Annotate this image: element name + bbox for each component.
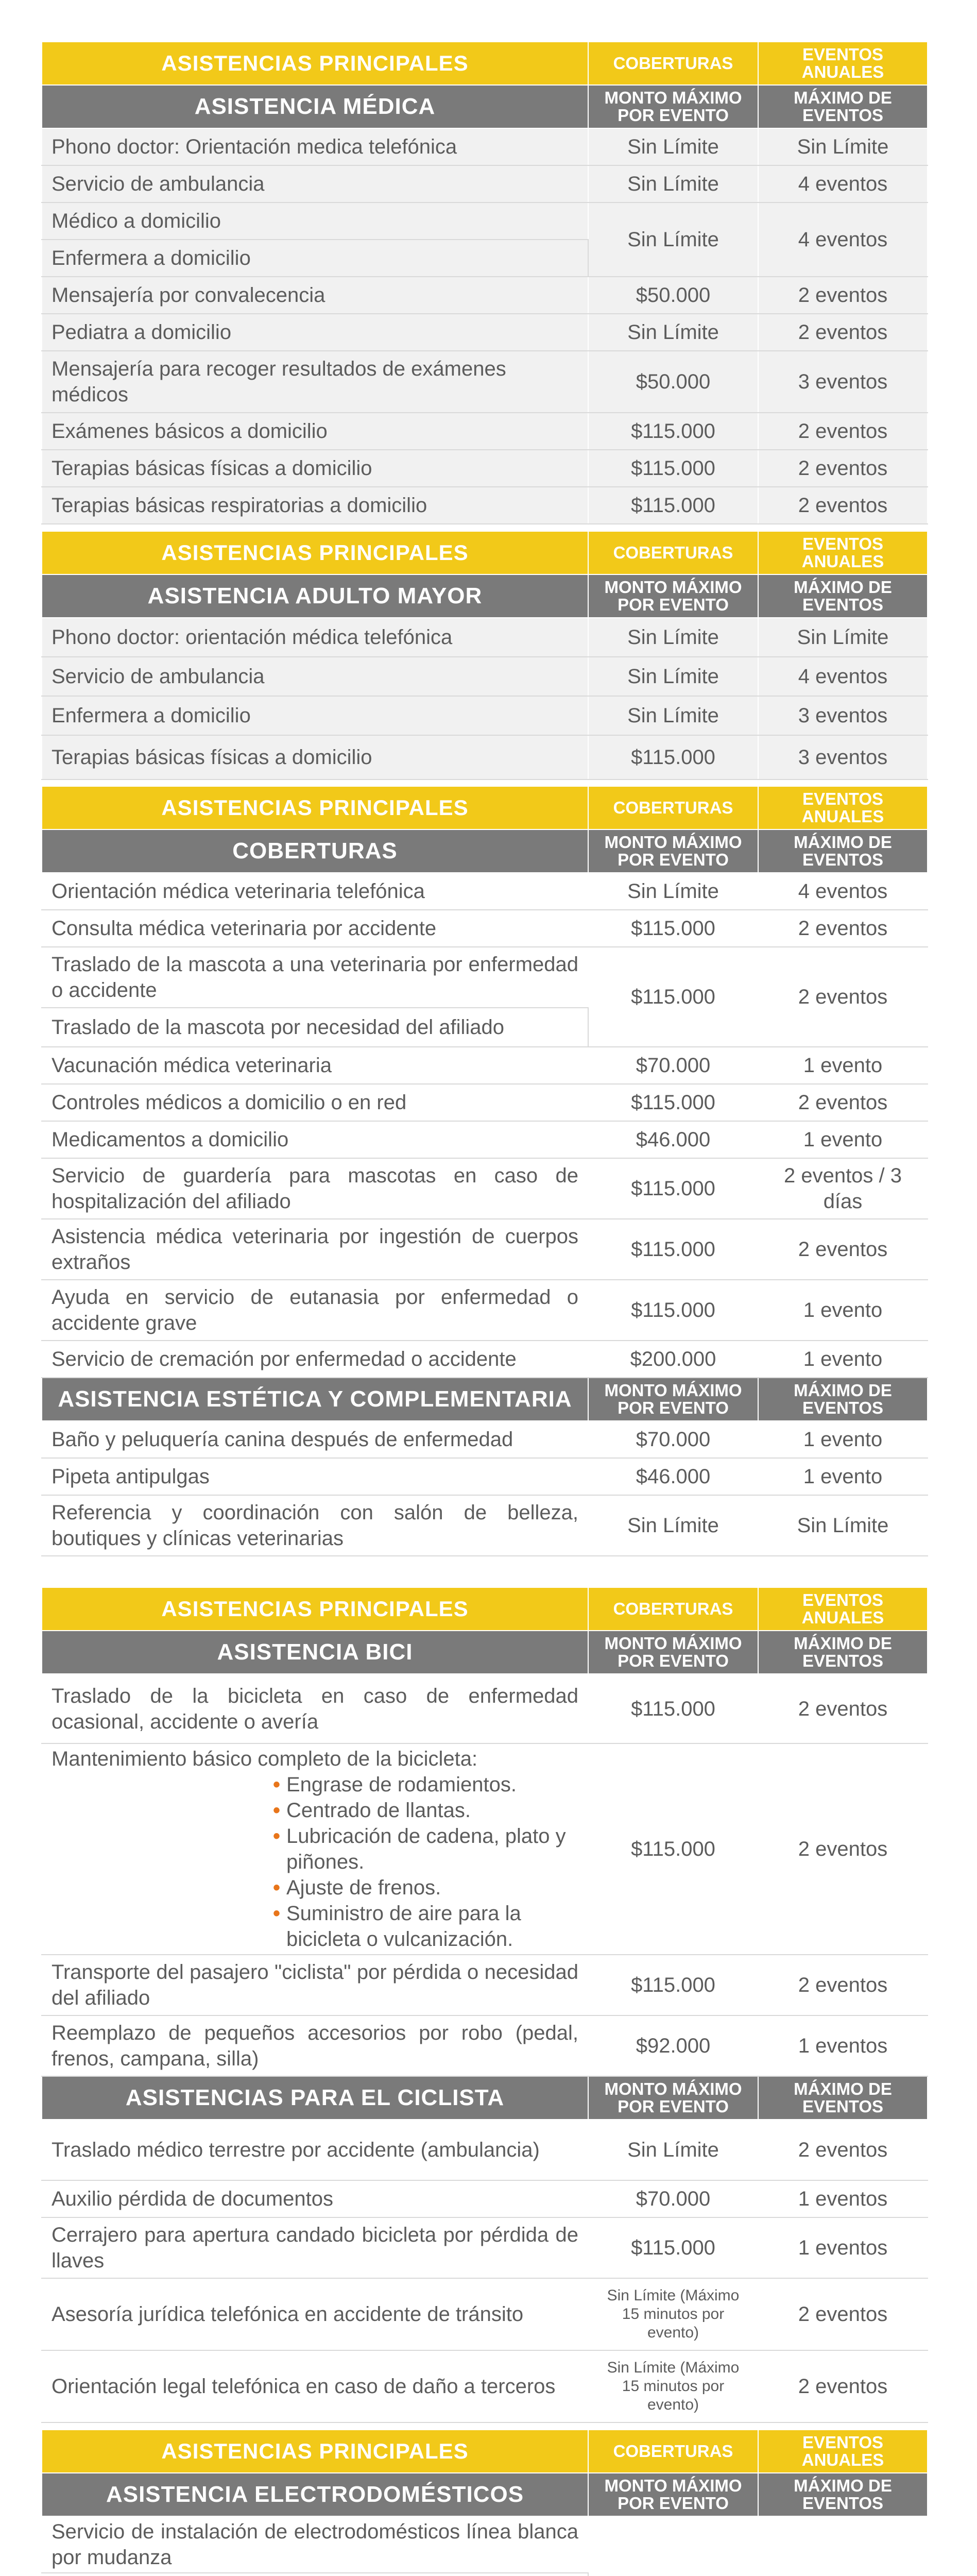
row-eventos: 4 eventos <box>758 873 928 910</box>
table-row <box>42 1421 928 1458</box>
row-eventos: 2 eventos <box>758 2120 928 2180</box>
table-row <box>42 277 928 314</box>
row-monto: $46.000 <box>588 1458 758 1495</box>
row-description: Terapias básicas físicas a domicilio <box>42 450 588 487</box>
header-monto-maximo: MONTO MÁXIMO POR EVENTO <box>588 574 758 618</box>
row-description: Consulta médica veterinaria por accidente <box>42 910 588 947</box>
row-eventos: 1 evento <box>758 1047 928 1084</box>
row-monto: $115.000 <box>588 735 758 779</box>
row-monto: $115.000 <box>588 2217 758 2278</box>
table-row <box>42 2180 928 2217</box>
table-row <box>42 1341 928 1378</box>
row-eventos: Sin Límite <box>758 1495 928 1556</box>
header-asistencias-principales: ASISTENCIAS PRINCIPALES <box>42 42 588 85</box>
table-row <box>42 618 928 657</box>
table-row <box>42 314 928 351</box>
header-maximo-eventos: MÁXIMO DE EVENTOS <box>758 2473 928 2516</box>
row-description: Exámenes básicos a domicilio <box>42 413 588 450</box>
row-description: Asistencia médica veterinaria por ingestión de cuerpos extraños <box>42 1219 588 1280</box>
list-item: • Lubricación de cadena, plato y piñones. <box>273 1823 578 1875</box>
table-row <box>42 696 928 735</box>
table-row <box>42 128 928 165</box>
header-eventos-anuales: EVENTOS ANUALES <box>758 2430 928 2473</box>
header-maximo-eventos: MÁXIMO DE EVENTOS <box>758 85 928 128</box>
header-asistencias-principales: ASISTENCIAS PRINCIPALES <box>42 1587 588 1631</box>
table-row <box>42 1047 928 1084</box>
table-row <box>42 1219 928 1280</box>
row-description: Pediatra a domicilio <box>42 314 588 351</box>
table-row <box>42 2516 928 2573</box>
header-asistencias-principales: ASISTENCIAS PRINCIPALES <box>42 2430 588 2473</box>
header-coberturas: COBERTURAS <box>588 2430 758 2473</box>
row-monto: $115.000 <box>588 1219 758 1280</box>
table-row <box>42 1674 928 1743</box>
table-row <box>42 165 928 202</box>
row-monto: $115.000 <box>588 450 758 487</box>
row-eventos: 4 eventos <box>758 202 928 277</box>
section-title: ASISTENCIA ESTÉTICA Y COMPLEMENTARIA <box>42 1378 588 1421</box>
table-row <box>42 910 928 947</box>
row-monto: Sin Límite <box>588 696 758 735</box>
table-row <box>42 351 928 413</box>
header-monto-maximo: MONTO MÁXIMO POR EVENTO <box>588 85 758 128</box>
row-monto: Sin Límite <box>588 657 758 696</box>
row-monto: $115.000 <box>588 1280 758 1341</box>
header-coberturas: COBERTURAS <box>588 1587 758 1631</box>
row-eventos: 1 evento <box>758 1280 928 1341</box>
table-row <box>42 657 928 696</box>
table-row <box>42 202 928 240</box>
table-asistencia-medica <box>41 41 928 524</box>
header-maximo-eventos: MÁXIMO DE EVENTOS <box>758 2076 928 2120</box>
row-description: Medicamentos a domicilio <box>42 1121 588 1158</box>
maintenance-title: Mantenimiento básico completo de la bicicleta: <box>52 1748 478 1770</box>
row-monto: $46.000 <box>588 1121 758 1158</box>
table-row <box>42 1743 928 1955</box>
row-eventos: 1 evento <box>758 1421 928 1458</box>
header-eventos-anuales: EVENTOS ANUALES <box>758 531 928 574</box>
table-row <box>42 1121 928 1158</box>
row-monto: $70.000 <box>588 2180 758 2217</box>
row-eventos: 2 eventos <box>758 413 928 450</box>
table-row <box>42 1158 928 1219</box>
list-item: • Engrase de rodamientos. <box>273 1772 578 1798</box>
row-description: Phono doctor: orientación médica telefónica <box>42 618 588 657</box>
table-row <box>42 1495 928 1556</box>
header-eventos-anuales: EVENTOS ANUALES <box>758 1587 928 1631</box>
table-row <box>42 2350 928 2422</box>
section-title: COBERTURAS <box>42 829 588 873</box>
row-eventos: 2 eventos <box>758 2350 928 2422</box>
row-description <box>42 2573 588 2576</box>
row-description: Enfermera a domicilio <box>42 240 588 277</box>
row-description: Terapias básicas físicas a domicilio <box>42 735 588 779</box>
table-row <box>42 487 928 524</box>
section-title: ASISTENCIA MÉDICA <box>42 85 588 128</box>
row-eventos: 3 eventos <box>758 735 928 779</box>
row-eventos: 2 eventos <box>758 450 928 487</box>
row-description: Auxilio pérdida de documentos <box>42 2180 588 2217</box>
table-row <box>42 735 928 779</box>
table-row <box>42 873 928 910</box>
row-eventos: 3 eventos <box>758 696 928 735</box>
header-maximo-eventos: MÁXIMO DE EVENTOS <box>758 829 928 873</box>
list-item: • Ajuste de frenos. <box>273 1875 578 1901</box>
row-eventos: 2 eventos <box>758 947 928 1047</box>
row-description: Traslado de la mascota a una veterinaria por enfermedad o accidente <box>42 947 588 1008</box>
row-eventos: Sin Límite <box>758 128 928 165</box>
header-coberturas: COBERTURAS <box>588 786 758 829</box>
table-row <box>42 1084 928 1121</box>
row-eventos: 2 eventos <box>758 1674 928 1743</box>
row-description: Baño y peluquería canina después de enfermedad <box>42 1421 588 1458</box>
header-coberturas: COBERTURAS <box>588 42 758 85</box>
row-monto: $70.000 <box>588 1047 758 1084</box>
row-eventos: 2 eventos <box>758 1743 928 1955</box>
row-description: Referencia y coordinación con salón de belleza, boutiques y clínicas veterinarias <box>42 1495 588 1556</box>
row-description: Servicio de guardería para mascotas en caso de hospitalización del afiliado <box>42 1158 588 1219</box>
header-monto-maximo: MONTO MÁXIMO POR EVENTO <box>588 829 758 873</box>
maintenance-list <box>52 1772 578 1952</box>
row-description <box>42 1743 588 1955</box>
row-monto: Sin Límite (Máximo 15 minutos por evento) <box>588 2278 758 2350</box>
row-description: Asesoría jurídica telefónica en accidente de tránsito <box>42 2278 588 2350</box>
table-row <box>42 2278 928 2350</box>
row-description: Controles médicos a domicilio o en red <box>42 1084 588 1121</box>
header-maximo-eventos: MÁXIMO DE EVENTOS <box>758 1378 928 1421</box>
row-eventos: Sin Límite <box>758 618 928 657</box>
row-eventos: 1 eventos <box>758 2217 928 2278</box>
row-monto: $115.000 <box>588 487 758 524</box>
row-eventos: 2 eventos <box>758 277 928 314</box>
row-eventos: 1 eventos <box>758 2015 928 2076</box>
row-description: Mensajería por convalecencia <box>42 277 588 314</box>
header-coberturas: COBERTURAS <box>588 531 758 574</box>
row-monto: Sin Límite <box>588 2120 758 2180</box>
row-monto: Sin Límite <box>588 202 758 277</box>
header-monto-maximo: MONTO MÁXIMO POR EVENTO <box>588 2473 758 2516</box>
table-row <box>42 450 928 487</box>
list-item: • Suministro de aire para la bicicleta o vulcanización. <box>273 1901 578 1952</box>
row-description: Servicio de instalación de electrodomésticos línea blanca por mudanza <box>42 2516 588 2573</box>
row-monto: $115.000 <box>588 910 758 947</box>
row-monto: $115.000 <box>588 1084 758 1121</box>
table-row <box>42 1458 928 1495</box>
row-description: Terapias básicas respiratorias a domicilio <box>42 487 588 524</box>
table-row <box>42 2015 928 2076</box>
row-monto: Sin Límite <box>588 165 758 202</box>
row-monto: $50.000 <box>588 351 758 413</box>
section-title: ASISTENCIA BICI <box>42 1631 588 1674</box>
row-monto: Sin Límite (Máximo 15 minutos por evento) <box>588 2350 758 2422</box>
row-eventos <box>758 2516 928 2576</box>
row-monto <box>588 2516 758 2576</box>
table-electrodomesticos <box>41 2429 928 2576</box>
row-description: Reemplazo de pequeños accesorios por robo (pedal, frenos, campana, silla) <box>42 2015 588 2076</box>
header-maximo-eventos: MÁXIMO DE EVENTOS <box>758 574 928 618</box>
row-description: Phono doctor: Orientación medica telefónica <box>42 128 588 165</box>
header-asistencias-principales: ASISTENCIAS PRINCIPALES <box>42 531 588 574</box>
row-monto: $92.000 <box>588 2015 758 2076</box>
row-monto: $115.000 <box>588 1158 758 1219</box>
row-monto: $50.000 <box>588 277 758 314</box>
section-title: ASISTENCIAS PARA EL CICLISTA <box>42 2076 588 2120</box>
header-asistencias-principales: ASISTENCIAS PRINCIPALES <box>42 786 588 829</box>
row-monto: Sin Límite <box>588 128 758 165</box>
table-asistencia-bici <box>41 1587 928 2423</box>
row-monto: $115.000 <box>588 947 758 1047</box>
row-description: Mensajería para recoger resultados de exámenes médicos <box>42 351 588 413</box>
row-eventos: 4 eventos <box>758 165 928 202</box>
header-monto-maximo: MONTO MÁXIMO POR EVENTO <box>588 1631 758 1674</box>
row-description: Enfermera a domicilio <box>42 696 588 735</box>
row-monto: $70.000 <box>588 1421 758 1458</box>
table-row <box>42 2217 928 2278</box>
table-row <box>42 1280 928 1341</box>
row-description: Médico a domicilio <box>42 202 588 240</box>
row-eventos: 1 evento <box>758 1121 928 1158</box>
row-description: Traslado médico terrestre por accidente (ambulancia) <box>42 2120 588 2180</box>
row-eventos: 2 eventos <box>758 487 928 524</box>
row-monto: Sin Límite <box>588 1495 758 1556</box>
row-monto: Sin Límite <box>588 618 758 657</box>
table-adulto-mayor <box>41 531 928 780</box>
row-monto: $115.000 <box>588 1743 758 1955</box>
row-eventos: 2 eventos <box>758 1955 928 2015</box>
row-eventos: 2 eventos <box>758 910 928 947</box>
row-description: Servicio de cremación por enfermedad o accidente <box>42 1341 588 1378</box>
row-description: Servicio de ambulancia <box>42 657 588 696</box>
row-monto: $115.000 <box>588 1674 758 1743</box>
row-description: Pipeta antipulgas <box>42 1458 588 1495</box>
row-eventos: 2 eventos <box>758 1084 928 1121</box>
header-monto-maximo: MONTO MÁXIMO POR EVENTO <box>588 2076 758 2120</box>
row-eventos: 1 evento <box>758 1458 928 1495</box>
section-title: ASISTENCIA ADULTO MAYOR <box>42 574 588 618</box>
row-eventos: 2 eventos <box>758 314 928 351</box>
table-row <box>42 413 928 450</box>
row-eventos: 2 eventos <box>758 1219 928 1280</box>
row-description: Traslado de la mascota por necesidad del afiliado <box>42 1008 588 1047</box>
header-eventos-anuales: EVENTOS ANUALES <box>758 42 928 85</box>
row-monto: $115.000 <box>588 1955 758 2015</box>
section-title: ASISTENCIA ELECTRODOMÉSTICOS <box>42 2473 588 2516</box>
row-eventos: 1 evento <box>758 1341 928 1378</box>
header-monto-maximo: MONTO MÁXIMO POR EVENTO <box>588 1378 758 1421</box>
row-description: Cerrajero para apertura candado bicicleta por pérdida de llaves <box>42 2217 588 2278</box>
table-row <box>42 2120 928 2180</box>
list-item: • Centrado de llantas. <box>273 1798 578 1823</box>
header-eventos-anuales: EVENTOS ANUALES <box>758 786 928 829</box>
table-row <box>42 1955 928 2015</box>
row-description: Servicio de ambulancia <box>42 165 588 202</box>
row-eventos: 3 eventos <box>758 351 928 413</box>
header-maximo-eventos: MÁXIMO DE EVENTOS <box>758 1631 928 1674</box>
row-description: Traslado de la bicicleta en caso de enfermedad ocasional, accidente o avería <box>42 1674 588 1743</box>
row-description: Transporte del pasajero "ciclista" por pérdida o necesidad del afiliado <box>42 1955 588 2015</box>
row-description: Ayuda en servicio de eutanasia por enfermedad o accidente grave <box>42 1280 588 1341</box>
row-monto: Sin Límite <box>588 314 758 351</box>
row-eventos: 4 eventos <box>758 657 928 696</box>
table-mascotas <box>41 786 928 1556</box>
row-eventos: 2 eventos / 3 días <box>758 1158 928 1219</box>
row-description: Vacunación médica veterinaria <box>42 1047 588 1084</box>
row-eventos: 2 eventos <box>758 2278 928 2350</box>
row-description: Orientación legal telefónica en caso de daño a terceros <box>42 2350 588 2422</box>
row-monto: $115.000 <box>588 413 758 450</box>
row-monto: $200.000 <box>588 1341 758 1378</box>
table-row <box>42 947 928 1008</box>
row-description: Orientación médica veterinaria telefónica <box>42 873 588 910</box>
row-eventos: 1 eventos <box>758 2180 928 2217</box>
row-monto: Sin Límite <box>588 873 758 910</box>
